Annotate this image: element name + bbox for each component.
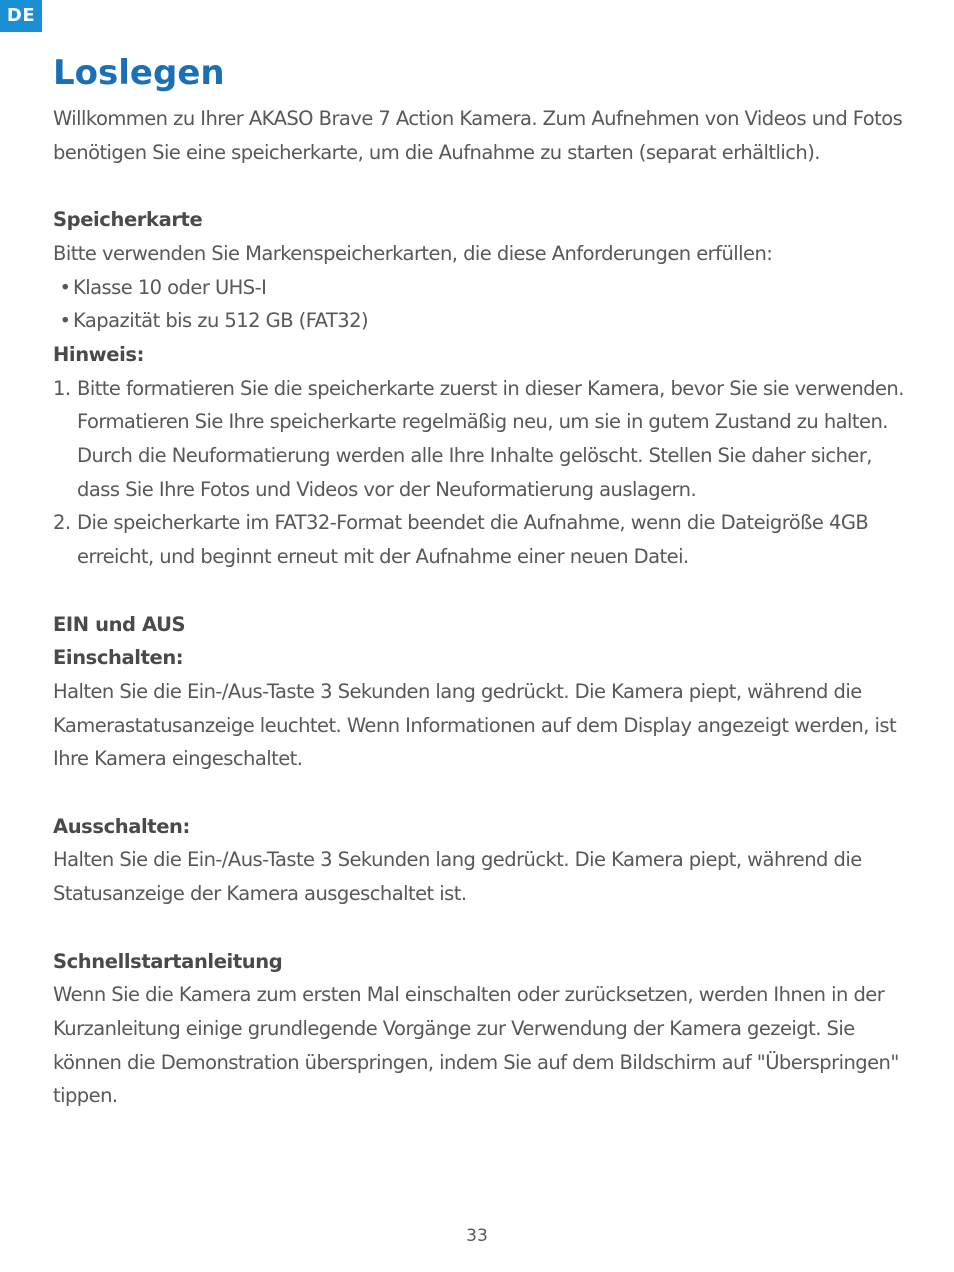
bullet-text: Klasse 10 oder UHS-I <box>73 275 267 299</box>
ein-aus-heading: EIN und AUS <box>53 612 186 636</box>
language-badge: DE <box>0 0 42 32</box>
item-text: Bitte formatieren Sie die speicherkarte zuerst in dieser Kamera, bevor Sie sie verwenden. Formatieren Sie Ihre speicherkarte regelmäßig neu, um sie in gutem Zustand zu halten. Durch die Neuformatierung werden alle Ihre Inhalte gelöscht. Stellen Sie daher sicher, dass Sie Ihre Fotos und Videos vor der Neuformatierung auslagern. <box>77 376 904 501</box>
bullet-icon: • <box>59 309 71 333</box>
einschalten-text: Halten Sie die Ein-/Aus-Taste 3 Sekunden lang gedrückt. Die Kamera piept, während die Kamerastatusanzeige leuchtet. Wenn Informationen auf dem Display angezeigt werden, ist Ihre Kamera eingeschaltet. <box>53 679 897 771</box>
item-number: 1. <box>53 376 71 400</box>
page-content <box>53 44 913 1113</box>
schnellstart-heading: Schnellstartanleitung <box>53 949 283 973</box>
page-number: 33 <box>466 1226 488 1246</box>
spacer <box>53 574 913 608</box>
intro-paragraph: Willkommen zu Ihrer AKASO Brave 7 Action Kamera. Zum Aufnehmen von Videos und Fotos benötigen Sie eine speicherkarte, um die Aufnahme zu starten (separat erhältlich). <box>53 107 903 164</box>
item-number: 2. <box>53 511 71 535</box>
bullet-item <box>53 271 913 305</box>
bullet-item <box>53 304 913 338</box>
page-title: Loslegen <box>53 53 225 93</box>
hinweis-item <box>53 372 913 507</box>
einschalten-heading: Einschalten: <box>53 646 184 670</box>
spacer <box>53 776 913 810</box>
bullet-icon: • <box>59 275 71 299</box>
schnellstart-text: Wenn Sie die Kamera zum ersten Mal einschalten oder zurücksetzen, werden Ihnen in der Kurzanleitung einige grundlegende Vorgänge zur Verwendung der Kamera gezeigt. Sie können die Demonstration überspringen, indem Sie auf dem Bildschirm auf "Überspringen" tippen. <box>53 983 899 1108</box>
spacer <box>53 911 913 945</box>
item-text: Die speicherkarte im FAT32-Format beendet die Aufnahme, wenn die Dateigröße 4GB erreicht, und beginnt erneut mit der Aufnahme einer neuen Datei. <box>77 511 869 569</box>
ausschalten-heading: Ausschalten: <box>53 814 190 838</box>
ausschalten-text: Halten Sie die Ein-/Aus-Taste 3 Sekunden lang gedrückt. Die Kamera piept, während die Statusanzeige der Kamera ausgeschaltet ist. <box>53 848 862 906</box>
speicherkarte-text: Bitte verwenden Sie Markenspeicherkarten, die diese Anforderungen erfüllen: <box>53 241 773 265</box>
hinweis-item <box>53 506 913 573</box>
spacer <box>53 169 913 203</box>
hinweis-heading: Hinweis: <box>53 342 145 366</box>
bullet-text: Kapazität bis zu 512 GB (FAT32) <box>73 309 369 333</box>
speicherkarte-heading: Speicherkarte <box>53 208 203 232</box>
